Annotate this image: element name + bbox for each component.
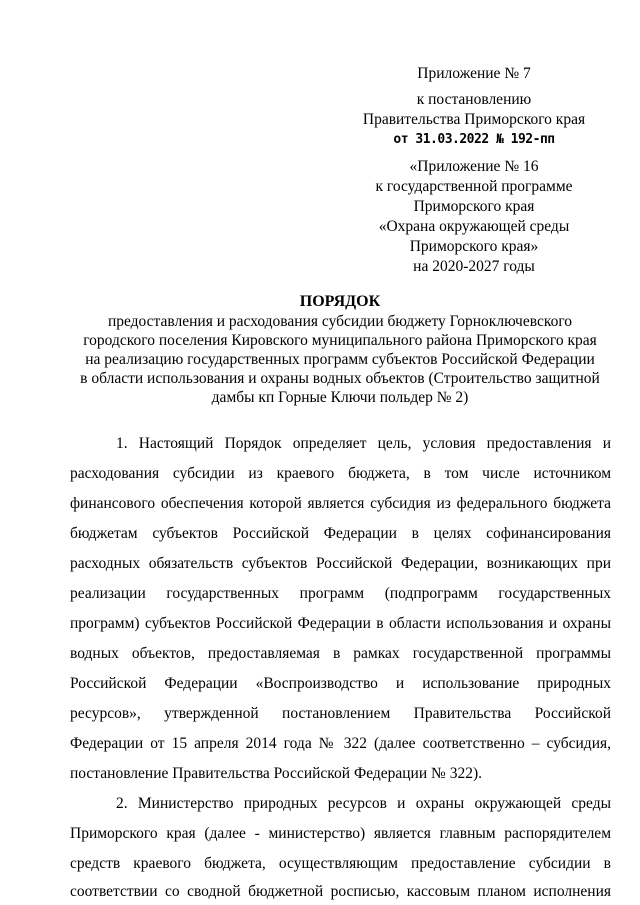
title-heading: ПОРЯДОК: [299, 293, 381, 310]
body-line: бюджетам субъектов Российской Федерации в целях софинансирования: [70, 525, 611, 542]
title-line: дамбы кп Горные Ключи польдер № 2): [211, 389, 469, 406]
title-line: в области использования и охраны водных объектов (Строительство защитной: [80, 370, 600, 387]
annex-ref-line: на 2020-2027 годы: [413, 258, 535, 275]
body-line: расходования субсидии из краевого бюджета, в том числе источником: [70, 465, 611, 482]
annex-ref-number: «Приложение № 16: [409, 158, 539, 175]
body-line: 2. Министерство природных ресурсов и охраны окружающей среды: [116, 795, 611, 812]
annex-government: Правительства Приморского края: [362, 111, 586, 128]
annex-number: Приложение № 7: [417, 65, 531, 82]
body-line: Приморского края (далее - министерство) является главным распорядителем: [70, 825, 611, 842]
annex-ref-line: к государственной программе: [375, 178, 573, 195]
body-line: постановление Правительства Российской Федерации № 322).: [70, 765, 482, 782]
body-line: 1. Настоящий Порядок определяет цель, условия предоставления и: [116, 435, 611, 452]
title-line: городского поселения Кировского муниципального района Приморского края: [83, 332, 597, 349]
body-line: средств краевого бюджета, осуществляющим предоставление субсидии в: [70, 855, 611, 872]
body-line: расходных обязательств субъектов Российской Федерации, возникающих при: [70, 555, 611, 572]
annex-ref-line: «Охрана окружающей среды: [378, 218, 570, 235]
body-line: Российской Федерации «Воспроизводство и использование природных: [70, 675, 611, 692]
document-title: [70, 292, 610, 407]
body-line: Федерации от 15 апреля 2014 года № 322 (далее соответственно – субсидия,: [70, 735, 611, 752]
body-line: реализации государственных программ (подпрограмм государственных: [70, 585, 611, 602]
annex-reference: [344, 157, 604, 277]
body-line: соответствии со сводной бюджетной росписью, кассовым планом исполнения: [70, 883, 611, 900]
annex-header: [344, 64, 604, 150]
title-line: на реализацию государственных программ субъектов Российской Федерации: [85, 351, 595, 368]
body-line: ресурсов», утвержденной постановлением Правительства Российской: [70, 705, 611, 722]
decree-date-number: от 31.03.2022 № 192-пп: [393, 132, 555, 147]
annex-ref-line: Приморского края»: [409, 238, 539, 255]
body-line: водных объектов, предоставляемая в рамках государственной программы: [70, 645, 611, 662]
body-line: программ) субъектов Российской Федерации в области использования и охраны: [70, 615, 611, 632]
annex-ref-line: Приморского края: [413, 198, 535, 215]
title-line: предоставления и расходования субсидии бюджету Горноключевского: [107, 313, 573, 330]
body-line: финансового обеспечения которой является субсидия из федерального бюджета: [70, 495, 611, 512]
annex-to-decree: к постановлению: [416, 91, 532, 108]
